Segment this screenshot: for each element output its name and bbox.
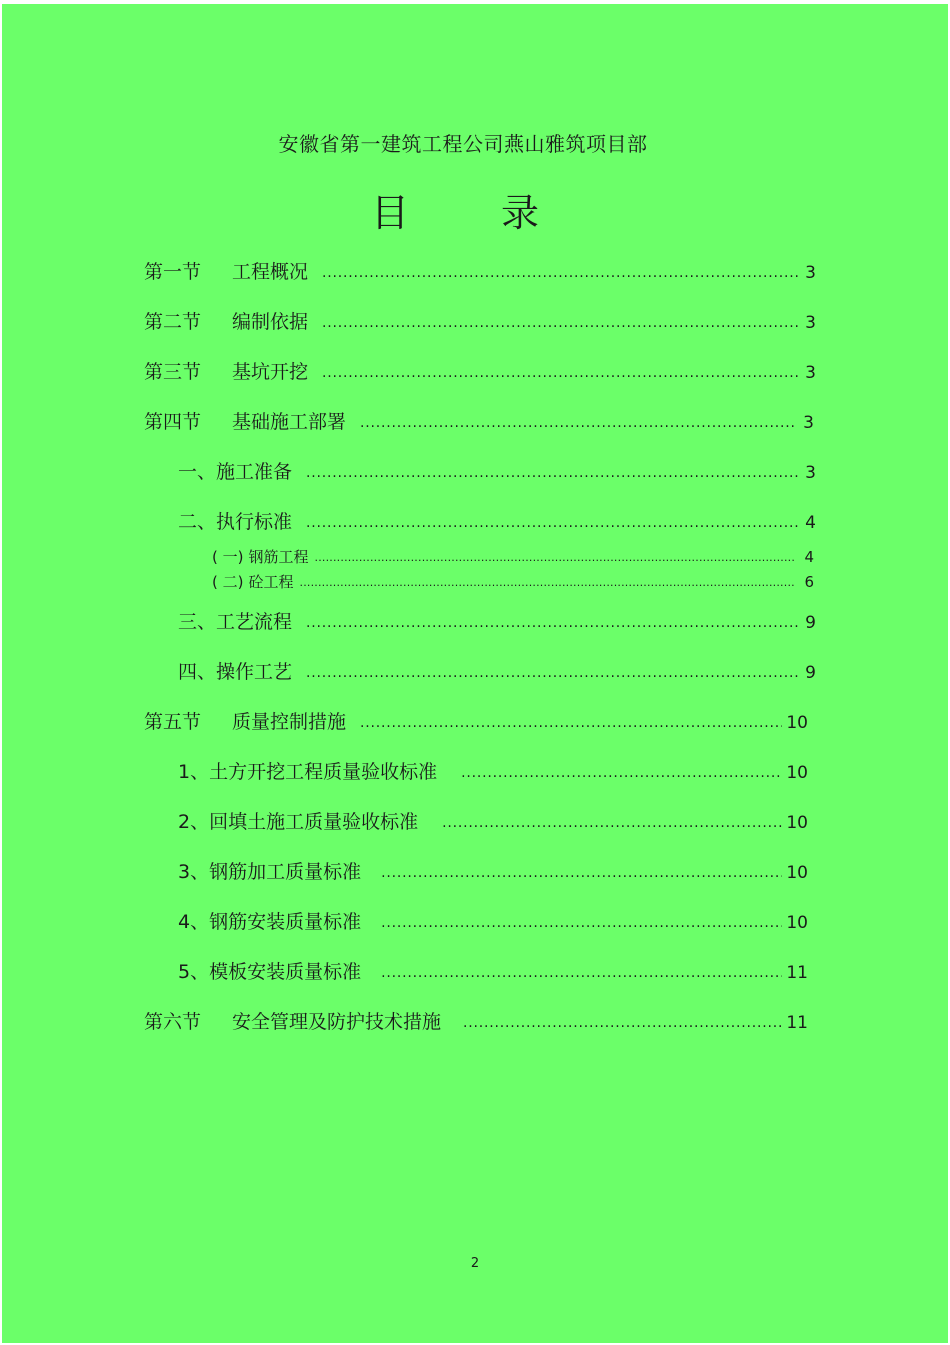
toc-entry[interactable] — [178, 857, 808, 883]
toc-entry-number: 1、 — [178, 761, 210, 783]
toc-entry-number: 5、 — [178, 961, 210, 983]
toc-leader-dots — [306, 459, 798, 478]
toc-entry[interactable] — [178, 757, 808, 783]
toc-entry[interactable] — [212, 546, 814, 566]
toc-entry-page: 9 — [805, 663, 816, 683]
toc-entry-number: 第五节 — [144, 711, 202, 733]
toc-entry[interactable] — [178, 507, 816, 533]
toc-entry-number: 2、 — [178, 811, 210, 833]
toc-entry-page: 3 — [805, 313, 816, 333]
toc-entry-page: 10 — [786, 913, 808, 933]
toc-entry-title: 钢筋加工质量标准 — [209, 861, 362, 883]
toc-entry[interactable] — [178, 957, 808, 983]
toc-leader-dots — [461, 759, 782, 778]
toc-entry[interactable] — [144, 257, 816, 283]
toc-entry[interactable] — [144, 1007, 808, 1033]
toc-entry-page: 11 — [786, 1013, 808, 1033]
toc-entry-page: 10 — [786, 713, 808, 733]
toc-entry-title: 工艺流程 — [216, 611, 293, 633]
toc-entry-number: 第六节 — [144, 1011, 202, 1033]
toc-entry[interactable] — [178, 907, 808, 933]
toc-entry-page: 3 — [805, 463, 816, 483]
page-number: 2 — [470, 1256, 480, 1271]
toc-entry-title: 基础施工部署 — [232, 411, 347, 433]
toc-entry[interactable] — [144, 307, 816, 333]
toc-entry-number: 第四节 — [144, 411, 202, 433]
toc-leader-dots — [360, 709, 782, 728]
toc-leader-dots — [381, 909, 782, 928]
toc-leader-dots — [322, 359, 798, 378]
toc-entry-page: 6 — [804, 573, 814, 591]
toc-entry-page: 3 — [805, 263, 816, 283]
toc-leader-dots — [322, 309, 798, 328]
toc-entry-number: 二、 — [178, 511, 217, 533]
organization-title: 安徽省第一建筑工程公司燕山雅筑项目部 — [278, 132, 648, 156]
toc-entry-number: 一、 — [178, 461, 217, 483]
toc-entry-title: 回填土施工质量验收标准 — [209, 811, 419, 833]
toc-entry-title: 操作工艺 — [216, 661, 293, 683]
toc-leader-dots — [306, 609, 798, 628]
toc-entry[interactable] — [144, 357, 816, 383]
toc-entry-number: 第一节 — [144, 261, 202, 283]
toc-leader-dots — [381, 959, 782, 978]
toc-entry-number: 第二节 — [144, 311, 202, 333]
toc-entry-number: 四、 — [178, 661, 217, 683]
toc-leader-dots — [360, 409, 796, 428]
toc-leader-dots — [306, 659, 798, 678]
toc-entry[interactable] — [178, 607, 816, 633]
toc-entry-page: 4 — [805, 513, 816, 533]
toc-leader-dots — [322, 259, 798, 278]
toc-leader-dots — [300, 572, 797, 587]
toc-entry-page: 10 — [786, 813, 808, 833]
toc-entry-title: 安全管理及防护技术措施 — [232, 1011, 442, 1033]
toc-entry-title: 模板安装质量标准 — [209, 961, 362, 983]
toc-entry[interactable] — [178, 657, 816, 683]
toc-entry-number: ( 一) — [212, 548, 244, 566]
toc-entry[interactable] — [212, 571, 814, 591]
toc-entry-page: 9 — [805, 613, 816, 633]
toc-leader-dots — [463, 1009, 782, 1028]
toc-entry-title: 砼工程 — [248, 573, 294, 591]
toc-entry-title: 施工准备 — [216, 461, 293, 483]
document-page — [2, 4, 948, 1343]
toc-leader-dots — [306, 509, 798, 528]
toc-entry-number: 4、 — [178, 911, 210, 933]
toc-entry-title: 土方开挖工程质量验收标准 — [209, 761, 438, 783]
toc-leader-dots — [442, 809, 782, 828]
toc-entry-title: 质量控制措施 — [232, 711, 347, 733]
toc-entry-title: 编制依据 — [232, 311, 309, 333]
toc-leader-dots — [315, 547, 797, 562]
toc-entry-title: 执行标准 — [216, 511, 293, 533]
toc-entry-number: 三、 — [178, 611, 217, 633]
toc-entry-number: 3、 — [178, 861, 210, 883]
toc-leader-dots — [381, 859, 782, 878]
toc-entry-number: 第三节 — [144, 361, 202, 383]
toc-entry-page: 10 — [786, 763, 808, 783]
toc-entry[interactable] — [144, 707, 808, 733]
toc-entry-page: 4 — [804, 548, 814, 566]
toc-entry-title: 工程概况 — [232, 261, 309, 283]
toc-entry-page: 3 — [803, 413, 814, 433]
toc-entry-title: 基坑开挖 — [232, 361, 309, 383]
toc-entry-title: 钢筋工程 — [248, 548, 309, 566]
toc-entry-page: 11 — [786, 963, 808, 983]
toc-entry-number: ( 二) — [212, 573, 244, 591]
toc-heading: 目 录 — [370, 191, 580, 235]
toc-entry-page: 3 — [805, 363, 816, 383]
toc-entry-title: 钢筋安装质量标准 — [209, 911, 362, 933]
toc-entry-page: 10 — [786, 863, 808, 883]
toc-entry[interactable] — [178, 457, 816, 483]
toc-entry[interactable] — [144, 407, 814, 433]
toc-entry[interactable] — [178, 807, 808, 833]
